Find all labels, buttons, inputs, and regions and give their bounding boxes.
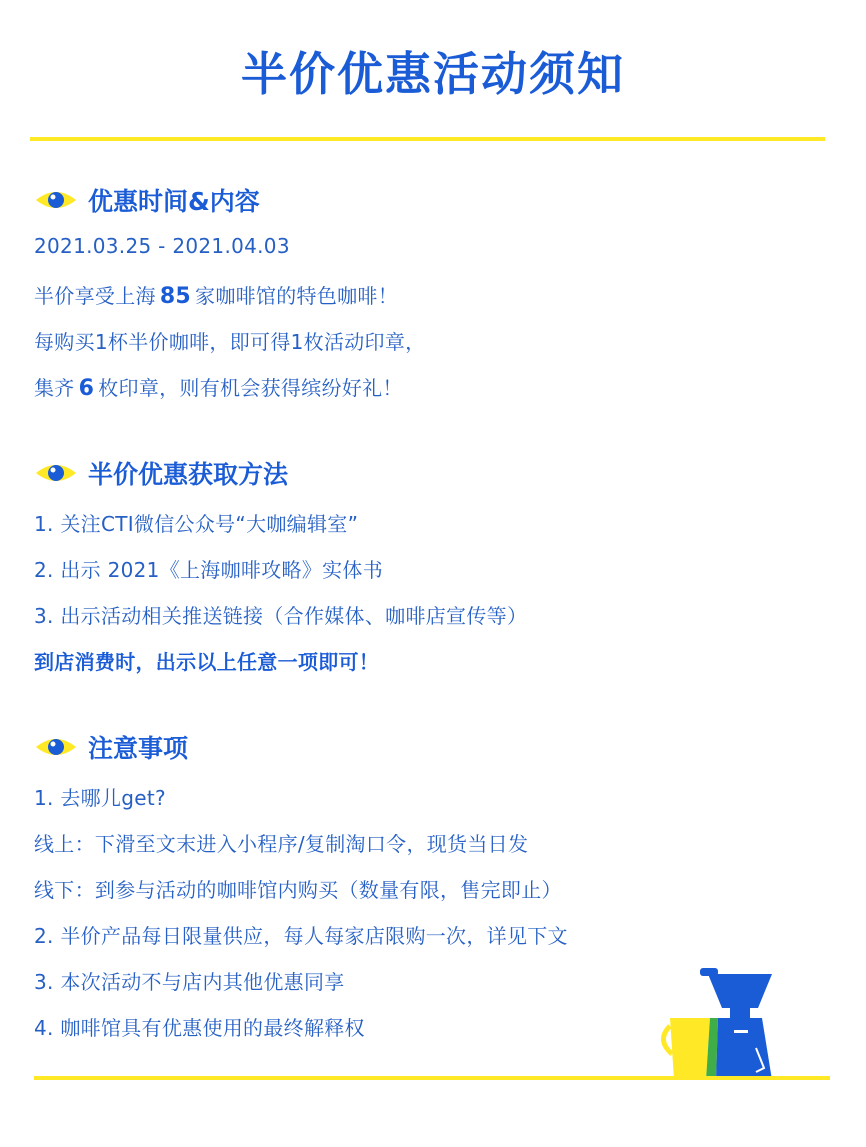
eye-icon [34,188,78,212]
list-item: 2. 半价产品每日限量供应，每人每家店限购一次，详见下文 [34,924,568,948]
page-title: 半价优惠活动须知 [241,47,625,101]
section-header-time-content [34,185,260,215]
cafe-count: 85 [159,284,192,309]
promo-dates: 2021.03.25 - 2021.04.03 [34,234,290,258]
list-item: 4. 咖啡馆具有优惠使用的最终解释权 [34,1016,365,1040]
section-header-notes [34,732,188,762]
eye-icon [34,735,78,759]
section-header-how-to-get [34,458,288,488]
list-item: 1. 关注CTI微信公众号“大咖编辑室” [34,512,359,536]
stamp-count: 6 [78,376,95,401]
text-segment: 枚印章，则有机会获得缤纷好礼！ [98,376,403,400]
eye-icon [34,461,78,485]
bottom-divider [34,1076,830,1080]
list-item: 2. 出示 2021《上海咖啡攻略》实体书 [34,558,383,582]
text-segment: 家咖啡馆的特色咖啡！ [195,284,399,308]
promo-line-gift [34,372,403,401]
section-title: 注意事项 [88,734,189,763]
list-item: 3. 出示活动相关推送链接（合作媒体、咖啡店宣传等） [34,604,528,628]
list-item: 1. 去哪儿get? [34,786,166,810]
list-item: 线上：下滑至文末进入小程序/复制淘口令，现货当日发 [34,832,529,856]
promo-line-stamp: 每购买1杯半价咖啡，即可得1枚活动印章， [34,330,426,354]
text-segment: 集齐 [34,376,75,400]
coffee-dripper-illustration [660,968,780,1083]
section-title: 优惠时间&内容 [88,187,260,216]
list-item: 3. 本次活动不与店内其他优惠同享 [34,970,345,994]
text-segment: 半价享受上海 [34,284,156,308]
promo-line-cafes [34,280,398,309]
list-item: 线下：到参与活动的咖啡馆内购买（数量有限，售完即止） [34,878,562,902]
section-note: 到店消费时，出示以上任意一项即可！ [34,650,380,674]
top-divider [30,137,825,141]
section-title: 半价优惠获取方法 [88,460,289,489]
